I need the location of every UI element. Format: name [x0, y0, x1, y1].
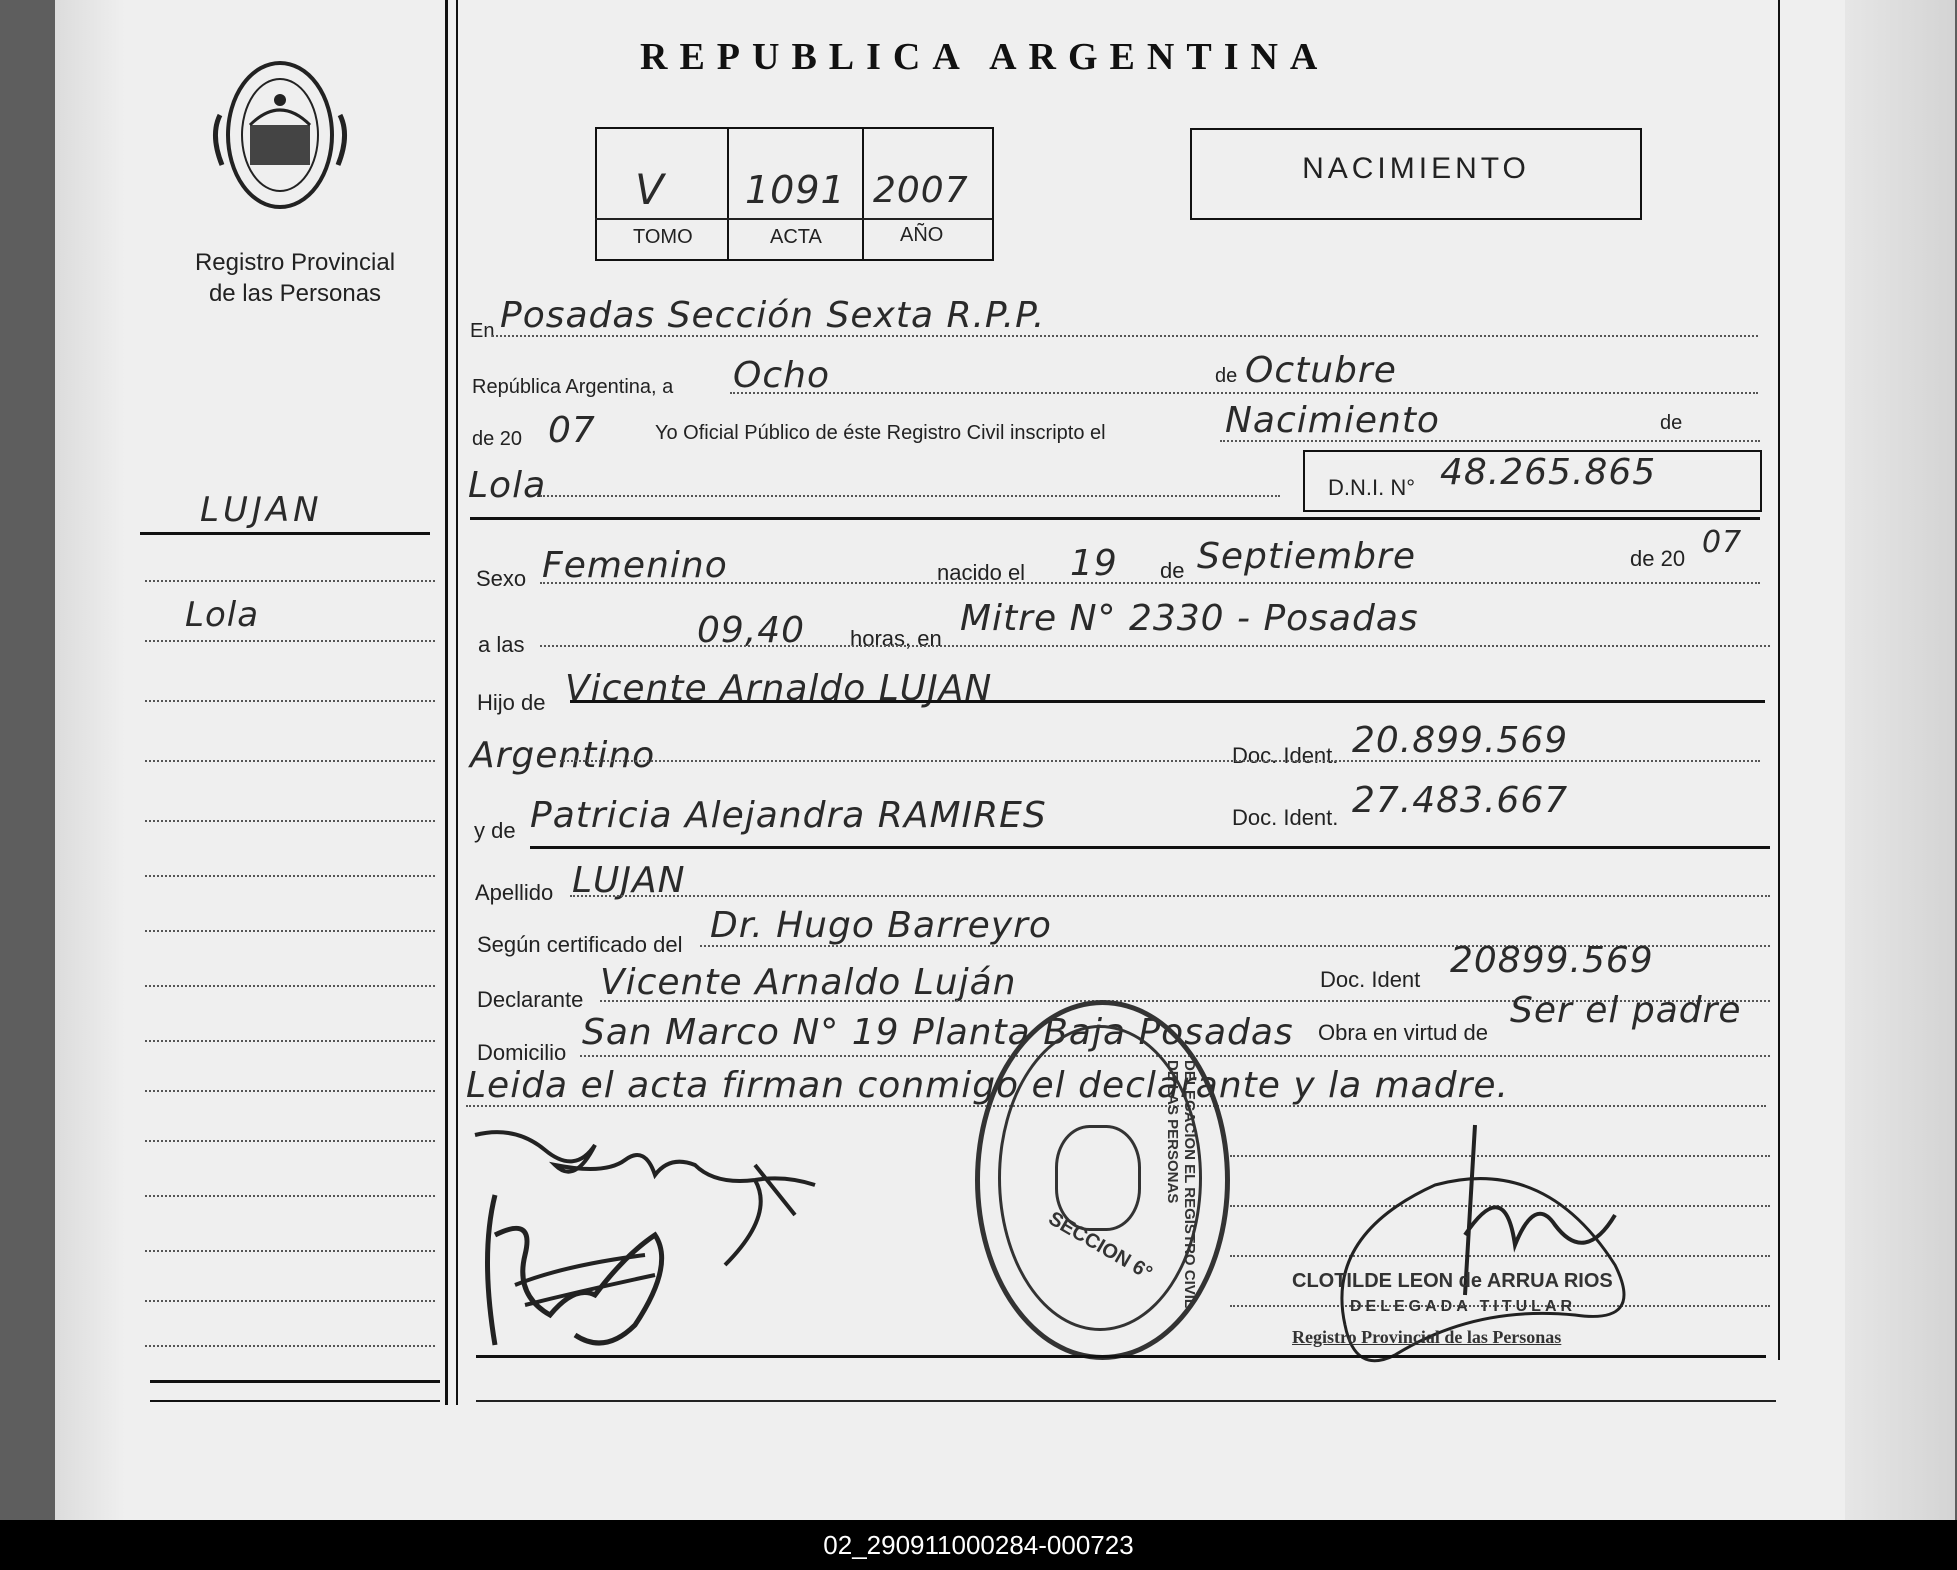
- line-4-dots: [540, 495, 1280, 497]
- month-de-label: de: [1215, 365, 1238, 387]
- sidebar-given-name: Lola: [185, 595, 260, 635]
- sidebar-dotted-line: [145, 985, 435, 987]
- line-7-rule: [570, 700, 1765, 703]
- sexo-label: Sexo: [476, 566, 527, 591]
- record-box-divider-2: [862, 127, 864, 259]
- page-right-edge: [1845, 0, 1955, 1520]
- document-type: NACIMIENTO: [1302, 152, 1530, 185]
- apellido-value: LUJAN: [572, 860, 686, 901]
- dni-label: D.N.I. N°: [1328, 475, 1416, 500]
- form-bottom-rule: [476, 1355, 1766, 1358]
- provincial-seal-icon: [210, 55, 350, 215]
- obra-value: Ser el padre: [1510, 990, 1742, 1031]
- line-5-dots: [540, 582, 1760, 584]
- record-box-label-rule: [595, 218, 992, 220]
- father-doc-value: 20.899.569: [1352, 720, 1569, 761]
- mother-value: Patricia Alejandra RAMIRES: [530, 795, 1047, 836]
- ano-value: 2007: [873, 170, 969, 211]
- tomo-value: V: [635, 165, 665, 214]
- line-2-dots: [730, 392, 1758, 394]
- declarante-doc-value: 20899.569: [1450, 940, 1654, 981]
- sidebar-divider: [445, 0, 448, 1405]
- sidebar-bottom-rule-2: [150, 1400, 440, 1402]
- mother-label: y de: [474, 818, 516, 843]
- sidebar-surname: LUJAN: [200, 490, 323, 530]
- sidebar-dotted-line: [145, 700, 435, 702]
- birth-year: 07: [1702, 525, 1743, 560]
- sidebar-dotted-line: [145, 580, 435, 582]
- year-prefix-label: de 20: [472, 428, 523, 450]
- mother-doc-label: Doc. Ident.: [1232, 805, 1339, 830]
- day-value: Ocho: [733, 355, 830, 396]
- inscripto-de-label: de: [1660, 412, 1683, 434]
- acta-label: ACTA: [770, 226, 822, 248]
- month-value: Octubre: [1245, 350, 1397, 391]
- certificado-value: Dr. Hugo Barreyro: [710, 905, 1052, 946]
- apellido-label: Apellido: [475, 880, 554, 905]
- en-value: Posadas Sección Sexta R.P.P.: [500, 295, 1046, 336]
- lugar-value: Mitre N° 2330 - Posadas: [960, 598, 1419, 639]
- registry-name-line2: de las Personas: [208, 280, 382, 307]
- sidebar-dotted-line: [145, 1345, 435, 1347]
- line-1-dots: [492, 335, 1758, 337]
- sidebar-bottom-rule: [150, 1380, 440, 1383]
- sidebar-dotted-line: [145, 1195, 435, 1197]
- acta-value: 1091: [745, 168, 846, 212]
- hora-value: 09,40: [697, 610, 806, 651]
- birth-month: Septiembre: [1197, 536, 1416, 577]
- stamp-center-text: SECCION 6°: [1044, 1207, 1156, 1285]
- obra-label: Obra en virtud de: [1318, 1020, 1488, 1045]
- en-label: En: [470, 320, 495, 342]
- mother-doc-value: 27.483.667: [1352, 780, 1569, 821]
- country-title: REPUBLICA ARGENTINA: [640, 36, 1330, 78]
- official-role: DELEGADA TITULAR: [1350, 1298, 1577, 1315]
- sidebar-dotted-line: [145, 820, 435, 822]
- signatures-declarant-mother: [455, 1105, 895, 1375]
- sidebar-dotted-line: [145, 1250, 435, 1252]
- sidebar-dotted-line: [145, 1040, 435, 1042]
- father-nationality: Argentino: [470, 735, 656, 776]
- sidebar-dotted-line: [145, 930, 435, 932]
- record-box-divider-1: [727, 127, 729, 259]
- form-right-border: [1778, 0, 1780, 1360]
- sidebar-dotted-line: [145, 640, 435, 642]
- form-bottom-rule-2: [476, 1400, 1776, 1402]
- oficial-label: Yo Oficial Público de éste Registro Civil inscripto el: [655, 422, 1106, 444]
- stamp-ring-text: DELEGACION EL REGISTRO CIVIL DE LAS PERSONAS: [1164, 1060, 1198, 1308]
- sidebar-dotted-line: [145, 1300, 435, 1302]
- father-doc-label: Doc. Ident.: [1232, 743, 1339, 768]
- domicilio-value: San Marco N° 19 Planta Baja Posadas: [582, 1012, 1294, 1053]
- father-value: Vicente Arnaldo LUJAN: [565, 668, 993, 709]
- dni-value: 48.265.865: [1440, 452, 1657, 493]
- sidebar-dotted-line: [145, 1140, 435, 1142]
- birth-de-label: de: [1160, 558, 1185, 583]
- ano-label: AÑO: [900, 224, 944, 246]
- declarante-value: Vicente Arnaldo Luján: [600, 962, 1017, 1003]
- republica-label: República Argentina, a: [472, 376, 674, 398]
- handwritten-signature-icon: [455, 1105, 895, 1375]
- line-3-dots: [1220, 440, 1760, 442]
- line-9-rule: [530, 846, 1770, 849]
- horas-en-label: horas, en: [850, 626, 942, 651]
- sexo-value: Femenino: [542, 545, 728, 586]
- year-value: 07: [548, 410, 596, 451]
- inscripto-value: Nacimiento: [1225, 400, 1440, 441]
- line-8-dots: [560, 760, 1760, 762]
- line-10-dots: [570, 895, 1770, 897]
- official-office: Registro Provincial de las Personas: [1292, 1327, 1562, 1347]
- child-name-value: Lola: [468, 465, 547, 506]
- scan-filename: 02_290911000284-000723: [0, 1520, 1957, 1570]
- tomo-label: TOMO: [633, 226, 693, 248]
- line-4-rule: [470, 517, 1760, 520]
- domicilio-label: Domicilio: [477, 1040, 567, 1065]
- birth-day: 19: [1070, 543, 1118, 584]
- birth-year-prefix: de 20: [1630, 546, 1686, 571]
- declarante-label: Declarante: [477, 987, 584, 1012]
- provincial-seal: [210, 55, 350, 215]
- page-gutter-shadow: [55, 0, 125, 1520]
- nacido-label: nacido el: [937, 560, 1026, 585]
- registry-name-line1: Registro Provincial: [194, 249, 396, 276]
- line-6-dots: [540, 645, 1770, 647]
- hijo-label: Hijo de: [477, 690, 546, 715]
- declarante-doc-label: Doc. Ident: [1320, 967, 1421, 992]
- leida-value: Leida el acta firman conmigo el declarante y la madre.: [466, 1065, 1509, 1106]
- segun-label: Según certificado del: [477, 932, 683, 957]
- sidebar-rule: [140, 532, 430, 535]
- sidebar-dotted-line: [145, 1090, 435, 1092]
- sidebar-dotted-line: [145, 875, 435, 877]
- official-name: CLOTILDE LEON de ARRUA RIOS: [1292, 1270, 1613, 1292]
- hora-label: a las: [478, 632, 525, 657]
- sidebar-dotted-line: [145, 760, 435, 762]
